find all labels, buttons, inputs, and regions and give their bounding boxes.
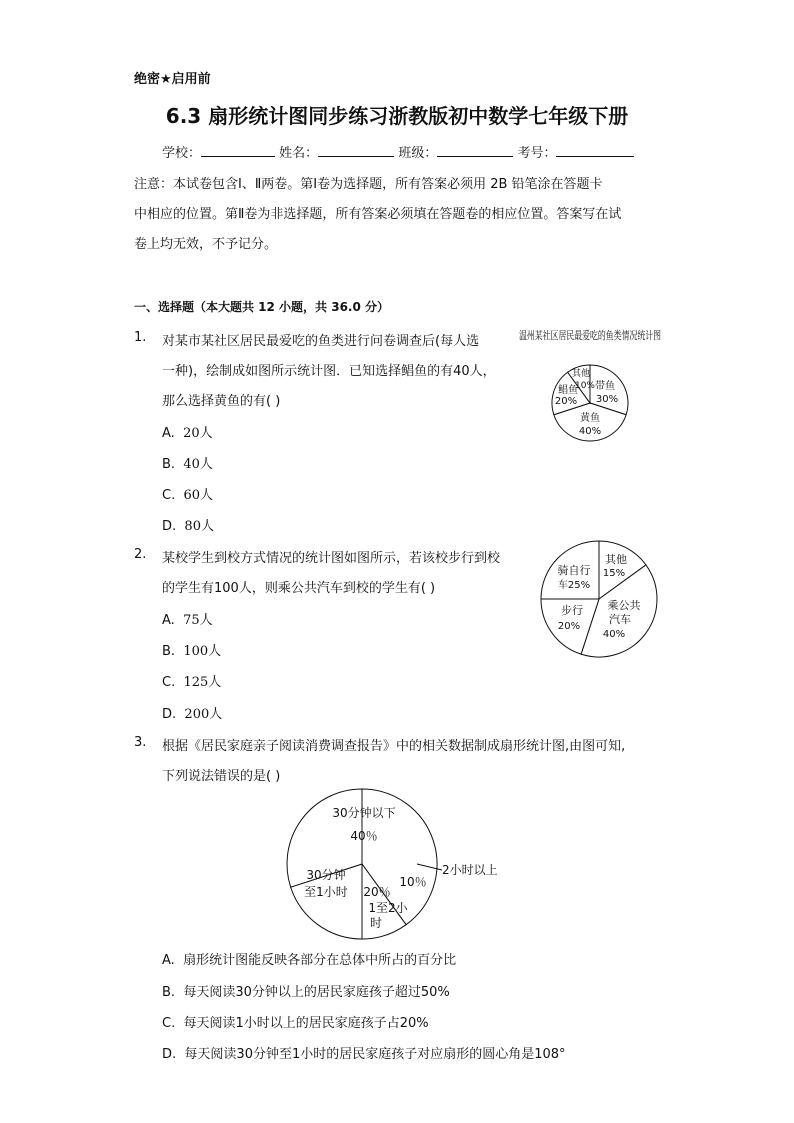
option-label: C.	[162, 1016, 176, 1031]
option-label: A.	[162, 426, 175, 441]
option-label: A.	[162, 953, 175, 968]
page-title: 6.3 扇形统计图同步练习浙教版初中数学七年级下册	[165, 104, 629, 128]
question-text: 那么选择黄鱼的有( )	[162, 394, 281, 409]
option-text: 每天阅读1小时以上的居民家庭孩子占20%	[183, 1016, 429, 1031]
option-text: 125人	[183, 675, 222, 690]
slice-label: 1至2小	[368, 901, 408, 915]
option-b[interactable]	[162, 981, 450, 1000]
option-text: 每天阅读30分钟以上的居民家庭孩子超过50%	[183, 985, 450, 1000]
option-text: 每天阅读30分钟至1小时的居民家庭孩子对应扇形的圆心角是108°	[184, 1047, 566, 1062]
option-label: C.	[162, 675, 176, 690]
option-text: 20人	[183, 426, 213, 441]
option-label: A.	[162, 613, 175, 628]
option-a[interactable]	[162, 949, 456, 968]
option-label: B.	[162, 985, 176, 1000]
slice-value: 40%	[602, 629, 626, 640]
slice-value: 15%	[602, 568, 626, 579]
chart-title: 温州某社区居民最爱吃的鱼类情况统计图	[519, 329, 717, 342]
option-a[interactable]	[162, 422, 213, 441]
slice-value: 40％	[350, 829, 378, 843]
slice-label: 骑自行	[557, 564, 591, 577]
option-label: B.	[162, 457, 176, 472]
class-label: 班级：	[398, 146, 438, 161]
option-label: D.	[162, 1047, 177, 1062]
slice-label: 30分钟以下	[332, 806, 396, 820]
option-label: D.	[162, 707, 177, 722]
option-text: 60人	[183, 488, 214, 503]
slice-label: 时	[369, 916, 383, 930]
exam-number-label: 考号：	[517, 146, 557, 161]
option-text: 扇形统计图能反映各部分在总体中所占的百分比	[183, 953, 457, 968]
school-field[interactable]	[201, 144, 275, 157]
slice-value: 10%	[574, 381, 596, 391]
name-field[interactable]	[318, 144, 394, 157]
option-b[interactable]	[162, 453, 213, 472]
school-label: 学校：	[162, 146, 202, 161]
slice-label: 其他	[571, 369, 591, 379]
question-text: 对某市某社区居民最爱吃的鱼类进行问卷调查后(每人选	[162, 334, 480, 349]
option-c[interactable]	[162, 1012, 429, 1031]
slice-label: 乘公共	[607, 599, 641, 612]
slice-value: 20％	[363, 885, 391, 899]
option-text: 75人	[183, 613, 213, 628]
question-text: 一种)，绘制成如图所示统计图．已知选择鲳鱼的有40人，	[162, 364, 496, 379]
slice-label: 至1小时	[304, 885, 348, 899]
notice-line: 卷上均无效，不予记分。	[134, 237, 278, 252]
option-b[interactable]	[162, 640, 221, 659]
slice-label: 其他	[605, 553, 627, 566]
option-d[interactable]	[162, 515, 214, 534]
slice-value: 20%	[554, 396, 578, 407]
commute-pie-chart	[536, 536, 662, 662]
class-field[interactable]	[437, 144, 513, 157]
option-a[interactable]	[162, 609, 213, 628]
question-number: 3.	[134, 735, 147, 750]
slice-label: 鲳鱼	[558, 385, 578, 396]
question-text: 的学生有100人，则乘公共汽车到校的学生有( )	[162, 581, 436, 596]
question-text: 根据《居民家庭亲子阅读消费调查报告》中的相关数据制成扇形统计图,由图可知,	[162, 739, 626, 754]
slice-label: 汽车	[609, 613, 631, 626]
question-number: 2.	[134, 547, 147, 562]
slice-value: 20%	[557, 621, 581, 632]
fish-pie-chart	[510, 325, 717, 445]
slice-value: 30%	[595, 394, 619, 405]
exam-number-field[interactable]	[556, 144, 634, 157]
slice-label: 黄鱼	[580, 413, 600, 424]
section-heading: 一、选择题（本大题共 12 小题，共 36.0 分）	[134, 300, 390, 314]
question-text: 下列说法错误的是( )	[162, 769, 281, 784]
option-c[interactable]	[162, 484, 213, 503]
slice-value: 10％	[399, 875, 427, 889]
notice-line: 注意：本试卷包含Ⅰ、Ⅱ两卷。第Ⅰ卷为选择题，所有答案必须用 2B 铅笔涂在答题卡	[134, 177, 603, 192]
slice-label: 带鱼	[595, 381, 615, 392]
info-fields	[162, 142, 634, 161]
option-label: C.	[162, 488, 176, 503]
option-text: 100人	[183, 644, 222, 659]
question-text: 某校学生到校方式情况的统计图如图所示，若该校步行到校	[162, 551, 501, 566]
slice-value: 40%	[578, 426, 602, 437]
option-d[interactable]	[162, 1043, 566, 1062]
option-label: B.	[162, 644, 176, 659]
slice-label: 30分钟	[306, 868, 346, 882]
reading-pie-chart	[282, 786, 512, 942]
question-number: 1.	[134, 330, 147, 345]
option-text: 80人	[184, 519, 214, 534]
name-label: 姓名：	[279, 146, 319, 161]
slice-label: 步行	[561, 604, 583, 617]
option-label: D.	[162, 519, 177, 534]
slice-label: 2小时以上	[442, 863, 498, 877]
slice-label: 车25%	[557, 580, 591, 591]
option-d[interactable]	[162, 703, 222, 722]
secret-label: 绝密★启用前	[134, 72, 211, 87]
option-text: 200人	[184, 707, 223, 722]
notice-line: 中相应的位置。第Ⅱ卷为非选择题，所有答案必须填在答题卷的相应位置。答案写在试	[134, 207, 622, 222]
option-text: 40人	[183, 457, 213, 472]
option-c[interactable]	[162, 671, 221, 690]
